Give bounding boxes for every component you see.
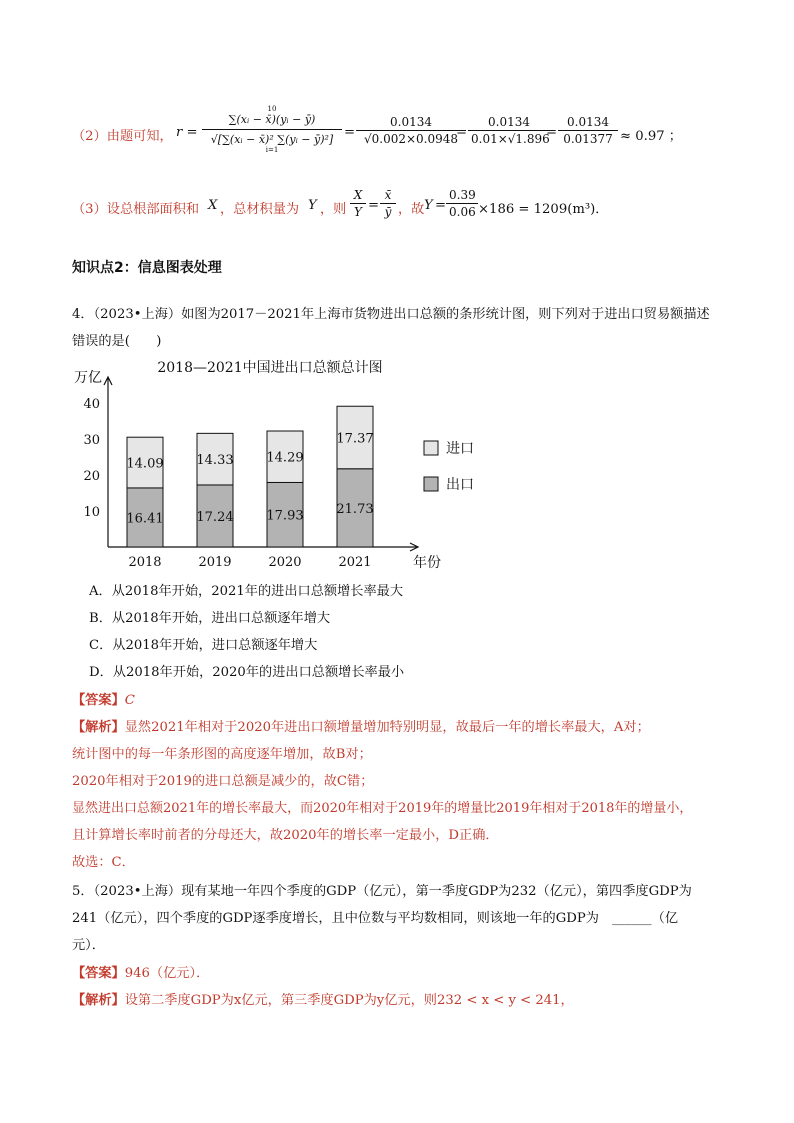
frac-bar-num: x̄ bbox=[380, 188, 396, 204]
r-denominator: √[∑(xᵢ − x̄)² ∑(yᵢ − ȳ)²] bbox=[210, 133, 334, 146]
q4-analysis-line-2: 统计图中的每一年条形图的高度逐年增加，故B对； bbox=[72, 747, 372, 762]
frac-val-num: 0.39 bbox=[446, 188, 478, 204]
q5-line-2: 241（亿元），四个季度的GDP逐季度增长，且中位数与平均数相同，则该地一年的GDP为 ______（亿 bbox=[72, 911, 679, 926]
data-label: 14.29 bbox=[266, 450, 304, 466]
x-tick-label: 2018 bbox=[128, 555, 162, 570]
legend-label: 出口 bbox=[446, 477, 474, 493]
eq-sign-2: = bbox=[435, 198, 447, 213]
q3-part3-text-b: ，总材积量为 bbox=[220, 202, 300, 217]
stacked-bar-chart bbox=[70, 355, 490, 575]
frac2-num: 0.0134 bbox=[468, 115, 550, 131]
x-tick-label: 2020 bbox=[268, 555, 302, 570]
frac2 bbox=[468, 115, 550, 146]
q4-analysis-line-6: 故选：C． bbox=[72, 855, 135, 870]
legend-swatch bbox=[424, 441, 438, 455]
q3-part3-text-a: （3）设总根部面积和 bbox=[72, 202, 200, 217]
q5-analysis: 设第二季度GDP为x亿元，第三季度GDP为y亿元，则232 < x < y < 241， bbox=[124, 993, 574, 1008]
frac1 bbox=[356, 115, 466, 146]
frac2-den: 0.01×√1.896 bbox=[471, 132, 550, 146]
frac1-den: √0.002×0.0948 bbox=[363, 132, 459, 146]
q4-analysis-line-4: 显然进出口总额2021年的增长率最大，而2020年相对于2019年的增量比2019年相对于2018年的增量小， bbox=[72, 801, 693, 816]
frac3 bbox=[558, 115, 618, 146]
q4-answer-tag: 【答案】 bbox=[72, 693, 125, 708]
q5-answer-line bbox=[72, 962, 209, 981]
q4-analysis-1: 显然2021年相对于2020年进出口额增量增加特别明显，故最后一年的增长率最大，A对； bbox=[124, 720, 650, 735]
frac-val bbox=[446, 188, 478, 219]
q5-line-3: 元）． bbox=[72, 938, 105, 953]
q4-option-b: B．从2018年开始，进出口总额逐年增大 bbox=[89, 611, 331, 626]
y-axis-label: 万亿 bbox=[74, 370, 102, 386]
y-tick-label: 10 bbox=[83, 505, 100, 520]
q4-analysis-line-1 bbox=[72, 716, 650, 735]
r-formula-fraction bbox=[202, 105, 342, 154]
q3-part3-text-d: ，故 bbox=[398, 202, 425, 217]
r-result: ≈ 0.97 ； bbox=[620, 129, 682, 144]
frac-xy-den: Y bbox=[354, 205, 362, 219]
y-tick-label: 40 bbox=[83, 397, 100, 412]
legend-swatch bbox=[424, 477, 438, 491]
frac3-den: 0.01377 bbox=[563, 132, 613, 146]
q3-part3-text-c: ，则 bbox=[320, 202, 347, 217]
q4-answer: C bbox=[124, 693, 135, 708]
x-axis-label: 年份 bbox=[413, 555, 441, 571]
data-label: 16.41 bbox=[126, 511, 164, 527]
q4-analysis-line-5: 且计算增长率时前者的分母还大，故2020年的增长率一定最小，D正确． bbox=[72, 828, 499, 843]
q4-stem-line1: 4．（2023•上海）如图为2017－2021年上海市货物进出口总额的条形统计图，则下列对于进出口贸易额描述 bbox=[72, 307, 710, 322]
r-numerator: ∑(xᵢ − x̄)(yᵢ − ȳ) bbox=[202, 113, 342, 130]
data-label: 21.73 bbox=[336, 501, 374, 517]
frac-xy bbox=[350, 188, 366, 219]
sum-upper: 10 bbox=[267, 105, 277, 113]
data-label: 17.93 bbox=[266, 508, 304, 524]
legend-label: 进口 bbox=[446, 441, 474, 457]
q4-option-d: D．从2018年开始，2020年的进出口总额增长率最小 bbox=[89, 665, 405, 680]
q5-line-1: 5．（2023•上海）现有某地一年四个季度的GDP（亿元），第一季度GDP为232（亿元），第四季度GDP为 bbox=[72, 884, 692, 899]
frac-xy-num: X bbox=[350, 188, 366, 204]
q5-analysis-tag: 【解析】 bbox=[72, 993, 125, 1008]
frac1-num: 0.0134 bbox=[356, 115, 466, 131]
frac-bar bbox=[380, 188, 396, 219]
data-label: 14.33 bbox=[196, 453, 234, 469]
q4-option-c: C．从2018年开始，进口总额逐年增大 bbox=[89, 638, 318, 653]
frac-bar-den: ȳ bbox=[384, 205, 392, 219]
section-heading: 知识点2：信息图表处理 bbox=[72, 260, 222, 276]
q4-stem-line2: 错误的是( ) bbox=[72, 334, 162, 349]
var-Y: Y bbox=[308, 198, 317, 213]
q5-answer: 946（亿元）． bbox=[124, 966, 210, 981]
frac3-num: 0.0134 bbox=[558, 115, 618, 131]
data-label: 14.09 bbox=[126, 456, 164, 472]
data-label: 17.24 bbox=[196, 509, 234, 525]
q4-analysis-line-3: 2020年相对于2019的进口总额是减少的，故C错； bbox=[72, 774, 374, 789]
q4-answer-line bbox=[72, 689, 135, 708]
q5-answer-tag: 【答案】 bbox=[72, 966, 125, 981]
q3-part2-prefix: （2）由题可知， bbox=[72, 129, 173, 144]
q3-part3-text-e: ×186 = 1209(m³)． bbox=[478, 202, 609, 217]
q4-analysis-tag: 【解析】 bbox=[72, 720, 125, 735]
q4-option-a: A．从2018年开始，2021年的进出口总额增长率最大 bbox=[89, 584, 404, 599]
x-tick-label: 2019 bbox=[198, 555, 232, 570]
frac-val-den: 0.06 bbox=[449, 205, 476, 219]
r-label: r = bbox=[176, 125, 198, 140]
data-label: 17.37 bbox=[336, 431, 374, 447]
sum-lower: i=1 bbox=[265, 146, 279, 154]
var-X: X bbox=[208, 198, 218, 213]
x-tick-label: 2021 bbox=[338, 555, 372, 570]
q5-analysis-line bbox=[72, 989, 574, 1008]
y-tick-label: 20 bbox=[83, 469, 100, 484]
eq-sign: = bbox=[368, 198, 380, 213]
var-Y2: Y bbox=[424, 198, 433, 213]
chart-title: 2018—2021中国进出口总额总计图 bbox=[157, 360, 383, 376]
y-tick-label: 30 bbox=[83, 433, 100, 448]
